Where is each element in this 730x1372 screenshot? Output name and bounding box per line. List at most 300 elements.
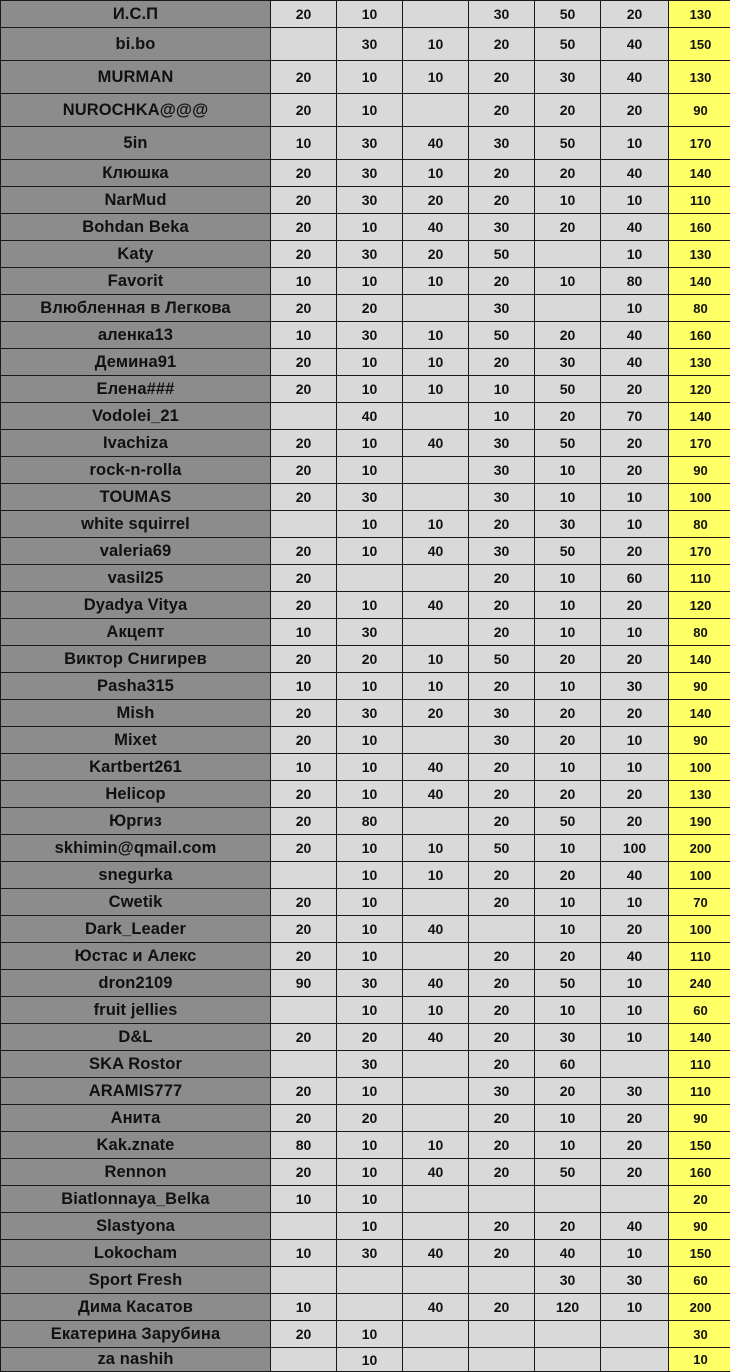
score-cell xyxy=(403,1213,469,1240)
participant-name: ARAMIS777 xyxy=(1,1078,271,1105)
total-cell: 140 xyxy=(669,268,730,295)
participant-name: Елена### xyxy=(1,376,271,403)
participant-name: Влюбленная в Легкова xyxy=(1,295,271,322)
score-cell: 20 xyxy=(601,94,669,127)
score-cell: 10 xyxy=(403,322,469,349)
table-row xyxy=(1,700,730,727)
score-cell: 10 xyxy=(337,1132,403,1159)
score-cell: 10 xyxy=(601,970,669,997)
total-cell: 130 xyxy=(669,241,730,268)
score-cell: 10 xyxy=(337,673,403,700)
score-cell xyxy=(469,916,535,943)
score-cell xyxy=(403,457,469,484)
score-cell: 10 xyxy=(271,673,337,700)
score-cell: 50 xyxy=(469,646,535,673)
score-cell: 10 xyxy=(403,160,469,187)
score-cell: 20 xyxy=(469,673,535,700)
score-cell: 10 xyxy=(337,916,403,943)
total-cell: 30 xyxy=(669,1321,730,1348)
score-cell: 20 xyxy=(469,1294,535,1321)
score-cell: 10 xyxy=(535,835,601,862)
score-cell: 20 xyxy=(601,538,669,565)
total-cell: 110 xyxy=(669,1078,730,1105)
total-cell: 90 xyxy=(669,1105,730,1132)
table-row xyxy=(1,943,730,970)
score-cell: 10 xyxy=(337,862,403,889)
total-cell: 170 xyxy=(669,430,730,457)
score-cell: 40 xyxy=(601,61,669,94)
total-cell: 110 xyxy=(669,1051,730,1078)
score-cell: 10 xyxy=(403,646,469,673)
score-cell: 20 xyxy=(271,1105,337,1132)
table-row xyxy=(1,997,730,1024)
score-cell: 10 xyxy=(337,943,403,970)
score-cell: 20 xyxy=(601,1159,669,1186)
score-cell: 40 xyxy=(601,322,669,349)
score-cell: 20 xyxy=(469,997,535,1024)
score-cell: 10 xyxy=(601,1024,669,1051)
participant-name: Дима Касатов xyxy=(1,1294,271,1321)
score-cell: 20 xyxy=(403,700,469,727)
score-cell: 100 xyxy=(601,835,669,862)
score-cell: 40 xyxy=(403,592,469,619)
table-row xyxy=(1,1,730,28)
score-cell: 10 xyxy=(535,916,601,943)
score-cell: 10 xyxy=(469,403,535,430)
score-cell xyxy=(403,727,469,754)
score-cell: 20 xyxy=(403,241,469,268)
score-cell: 20 xyxy=(601,430,669,457)
score-cell: 10 xyxy=(337,1321,403,1348)
score-cell: 10 xyxy=(601,511,669,538)
total-cell: 90 xyxy=(669,1213,730,1240)
score-cell: 50 xyxy=(469,241,535,268)
score-cell: 20 xyxy=(535,94,601,127)
score-cell: 10 xyxy=(337,1159,403,1186)
participant-name: Kartbert261 xyxy=(1,754,271,781)
score-cell: 40 xyxy=(601,862,669,889)
score-cell: 10 xyxy=(535,889,601,916)
score-cell: 50 xyxy=(535,1159,601,1186)
participant-name: Favorit xyxy=(1,268,271,295)
score-cell: 10 xyxy=(337,376,403,403)
score-cell: 20 xyxy=(469,1159,535,1186)
score-cell: 20 xyxy=(469,268,535,295)
score-cell: 80 xyxy=(271,1132,337,1159)
score-cell: 20 xyxy=(535,700,601,727)
score-cell: 20 xyxy=(271,1159,337,1186)
score-cell: 10 xyxy=(535,565,601,592)
score-cell xyxy=(403,1051,469,1078)
score-cell xyxy=(403,943,469,970)
score-cell: 20 xyxy=(469,1051,535,1078)
score-cell: 20 xyxy=(469,970,535,997)
participant-name: Lokocham xyxy=(1,1240,271,1267)
score-cell: 20 xyxy=(469,781,535,808)
score-cell: 50 xyxy=(535,538,601,565)
total-cell: 150 xyxy=(669,1240,730,1267)
score-cell: 10 xyxy=(271,127,337,160)
total-cell: 100 xyxy=(669,484,730,511)
total-cell: 170 xyxy=(669,538,730,565)
total-cell: 140 xyxy=(669,1024,730,1051)
score-cell: 20 xyxy=(601,1132,669,1159)
score-cell: 10 xyxy=(601,997,669,1024)
score-cell xyxy=(403,94,469,127)
total-cell: 240 xyxy=(669,970,730,997)
total-cell: 130 xyxy=(669,781,730,808)
score-cell: 10 xyxy=(337,349,403,376)
score-cell: 10 xyxy=(337,592,403,619)
score-cell: 20 xyxy=(271,187,337,214)
score-cell: 10 xyxy=(271,619,337,646)
score-cell: 10 xyxy=(601,727,669,754)
score-cell: 10 xyxy=(601,484,669,511)
score-cell: 30 xyxy=(469,214,535,241)
score-cell: 50 xyxy=(469,835,535,862)
score-cell: 20 xyxy=(601,700,669,727)
total-cell: 60 xyxy=(669,997,730,1024)
participant-name: Rennon xyxy=(1,1159,271,1186)
score-cell: 10 xyxy=(337,94,403,127)
score-cell xyxy=(403,1186,469,1213)
score-cell: 20 xyxy=(271,295,337,322)
score-cell: 20 xyxy=(271,61,337,94)
table-row xyxy=(1,1267,730,1294)
score-cell: 30 xyxy=(469,457,535,484)
score-cell xyxy=(403,1,469,28)
score-cell: 20 xyxy=(337,295,403,322)
total-cell: 150 xyxy=(669,28,730,61)
score-cell: 20 xyxy=(271,700,337,727)
participant-name: Mish xyxy=(1,700,271,727)
total-cell: 150 xyxy=(669,1132,730,1159)
score-cell: 20 xyxy=(469,592,535,619)
participant-name: Юстас и Алекс xyxy=(1,943,271,970)
participant-name: Ivachiza xyxy=(1,430,271,457)
score-cell: 30 xyxy=(337,160,403,187)
score-cell: 20 xyxy=(469,808,535,835)
score-cell: 10 xyxy=(337,61,403,94)
score-cell: 30 xyxy=(337,1051,403,1078)
total-cell: 170 xyxy=(669,127,730,160)
score-cell xyxy=(535,241,601,268)
total-cell: 110 xyxy=(669,943,730,970)
table-row xyxy=(1,214,730,241)
score-cell: 20 xyxy=(271,430,337,457)
score-cell: 30 xyxy=(469,538,535,565)
score-cell: 20 xyxy=(535,943,601,970)
participant-name: snegurka xyxy=(1,862,271,889)
score-cell: 30 xyxy=(601,1267,669,1294)
score-cell: 10 xyxy=(403,511,469,538)
score-cell: 10 xyxy=(337,781,403,808)
score-cell: 10 xyxy=(601,619,669,646)
score-cell: 10 xyxy=(337,214,403,241)
table-row xyxy=(1,1051,730,1078)
score-cell: 20 xyxy=(535,1213,601,1240)
total-cell: 130 xyxy=(669,349,730,376)
score-cell xyxy=(403,619,469,646)
total-cell: 110 xyxy=(669,565,730,592)
score-cell xyxy=(403,1321,469,1348)
table-row xyxy=(1,673,730,700)
score-cell: 10 xyxy=(535,754,601,781)
participant-name: Cwetik xyxy=(1,889,271,916)
table-row xyxy=(1,727,730,754)
score-cell: 20 xyxy=(271,808,337,835)
score-cell: 20 xyxy=(535,1078,601,1105)
participant-name: Biatlonnaya_Belka xyxy=(1,1186,271,1213)
table-row xyxy=(1,484,730,511)
total-cell: 80 xyxy=(669,295,730,322)
score-cell: 20 xyxy=(469,1213,535,1240)
score-cell xyxy=(403,1078,469,1105)
table-row xyxy=(1,592,730,619)
score-cell: 40 xyxy=(403,1024,469,1051)
score-cell xyxy=(601,1051,669,1078)
score-cell: 20 xyxy=(271,916,337,943)
score-cell: 10 xyxy=(535,592,601,619)
score-cell xyxy=(271,1267,337,1294)
score-cell: 20 xyxy=(535,727,601,754)
score-cell: 10 xyxy=(469,376,535,403)
score-cell: 50 xyxy=(535,376,601,403)
total-cell: 200 xyxy=(669,835,730,862)
score-cell: 10 xyxy=(601,1294,669,1321)
score-cell: 10 xyxy=(337,1186,403,1213)
score-cell: 50 xyxy=(535,28,601,61)
score-cell: 20 xyxy=(601,916,669,943)
score-cell: 10 xyxy=(337,1,403,28)
score-cell: 20 xyxy=(469,1132,535,1159)
score-cell: 50 xyxy=(535,1,601,28)
score-cell: 10 xyxy=(535,673,601,700)
score-cell: 10 xyxy=(403,376,469,403)
score-cell: 40 xyxy=(601,943,669,970)
score-cell: 20 xyxy=(469,94,535,127)
score-cell: 20 xyxy=(337,1024,403,1051)
score-cell: 30 xyxy=(337,241,403,268)
table-row xyxy=(1,538,730,565)
score-cell xyxy=(469,1321,535,1348)
table-row xyxy=(1,862,730,889)
score-cell: 20 xyxy=(469,160,535,187)
table-row xyxy=(1,511,730,538)
score-cell: 20 xyxy=(271,538,337,565)
participant-name: D&L xyxy=(1,1024,271,1051)
score-cell: 20 xyxy=(601,808,669,835)
participant-name: fruit jellies xyxy=(1,997,271,1024)
score-cell: 20 xyxy=(271,646,337,673)
score-cell xyxy=(601,1321,669,1348)
participant-name: Helicop xyxy=(1,781,271,808)
participant-name: Демина91 xyxy=(1,349,271,376)
table-row xyxy=(1,1132,730,1159)
score-cell: 10 xyxy=(601,187,669,214)
score-cell xyxy=(601,1186,669,1213)
table-row xyxy=(1,1078,730,1105)
score-cell: 30 xyxy=(535,61,601,94)
score-cell xyxy=(403,889,469,916)
score-cell: 40 xyxy=(403,1240,469,1267)
score-cell: 10 xyxy=(403,61,469,94)
score-cell: 20 xyxy=(271,889,337,916)
score-cell: 30 xyxy=(469,1078,535,1105)
participant-name: SKA Rostor xyxy=(1,1051,271,1078)
table-row xyxy=(1,1186,730,1213)
score-cell: 40 xyxy=(403,781,469,808)
score-cell: 30 xyxy=(469,295,535,322)
participant-name: skhimin@qmail.com xyxy=(1,835,271,862)
score-cell: 10 xyxy=(271,1240,337,1267)
participant-name: rock-n-rolla xyxy=(1,457,271,484)
total-cell: 80 xyxy=(669,511,730,538)
score-cell: 120 xyxy=(535,1294,601,1321)
score-cell xyxy=(271,403,337,430)
score-cell: 20 xyxy=(337,646,403,673)
score-cell: 80 xyxy=(601,268,669,295)
score-cell: 20 xyxy=(271,781,337,808)
table-row xyxy=(1,1024,730,1051)
score-cell: 20 xyxy=(601,376,669,403)
score-cell: 30 xyxy=(601,1078,669,1105)
score-cell: 20 xyxy=(601,592,669,619)
score-cell: 20 xyxy=(469,28,535,61)
score-cell: 40 xyxy=(403,916,469,943)
score-cell: 90 xyxy=(271,970,337,997)
total-cell: 80 xyxy=(669,619,730,646)
score-cell: 40 xyxy=(403,430,469,457)
table-row xyxy=(1,808,730,835)
score-cell: 20 xyxy=(271,94,337,127)
score-cell: 40 xyxy=(403,1294,469,1321)
score-cell: 40 xyxy=(403,538,469,565)
score-cell: 20 xyxy=(601,1105,669,1132)
score-cell: 10 xyxy=(535,1105,601,1132)
participant-name: Dyadya Vitya xyxy=(1,592,271,619)
score-cell: 10 xyxy=(337,754,403,781)
score-cell: 20 xyxy=(601,1,669,28)
participant-name: Katy xyxy=(1,241,271,268)
score-cell: 20 xyxy=(469,61,535,94)
score-cell: 10 xyxy=(403,28,469,61)
total-cell: 110 xyxy=(669,187,730,214)
total-cell: 60 xyxy=(669,1267,730,1294)
score-cell: 20 xyxy=(271,484,337,511)
total-cell: 120 xyxy=(669,376,730,403)
participant-name: NarMud xyxy=(1,187,271,214)
score-cell: 10 xyxy=(601,889,669,916)
total-cell: 190 xyxy=(669,808,730,835)
participant-name: NUROCHKA@@@ xyxy=(1,94,271,127)
score-cell xyxy=(535,295,601,322)
score-cell: 50 xyxy=(535,127,601,160)
score-cell: 10 xyxy=(601,295,669,322)
total-cell: 10 xyxy=(669,1348,730,1372)
score-cell: 40 xyxy=(601,160,669,187)
total-cell: 90 xyxy=(669,94,730,127)
score-cell: 20 xyxy=(601,457,669,484)
score-cell xyxy=(403,1105,469,1132)
score-cell: 30 xyxy=(337,322,403,349)
table-row xyxy=(1,403,730,430)
table-row xyxy=(1,349,730,376)
score-cell: 10 xyxy=(601,1240,669,1267)
score-cell: 10 xyxy=(403,862,469,889)
table-row xyxy=(1,835,730,862)
total-cell: 90 xyxy=(669,673,730,700)
table-row xyxy=(1,970,730,997)
score-cell: 30 xyxy=(535,511,601,538)
score-cell: 30 xyxy=(337,484,403,511)
score-cell xyxy=(469,1186,535,1213)
score-cell: 60 xyxy=(601,565,669,592)
score-cell: 10 xyxy=(535,619,601,646)
total-cell: 100 xyxy=(669,754,730,781)
score-cell: 10 xyxy=(337,997,403,1024)
score-cell: 40 xyxy=(403,1159,469,1186)
score-cell: 20 xyxy=(337,1105,403,1132)
score-cell: 10 xyxy=(337,727,403,754)
score-cell: 50 xyxy=(535,430,601,457)
score-cell: 10 xyxy=(337,430,403,457)
score-cell: 30 xyxy=(469,430,535,457)
table-row xyxy=(1,94,730,127)
score-cell: 20 xyxy=(403,187,469,214)
participant-name: Sport Fresh xyxy=(1,1267,271,1294)
score-cell: 30 xyxy=(535,1267,601,1294)
participant-name: Екатерина Зарубина xyxy=(1,1321,271,1348)
score-cell: 20 xyxy=(271,1,337,28)
table-row xyxy=(1,1105,730,1132)
score-cell: 10 xyxy=(337,511,403,538)
score-cell: 40 xyxy=(403,127,469,160)
total-cell: 160 xyxy=(669,322,730,349)
score-cell: 20 xyxy=(535,322,601,349)
table-row xyxy=(1,127,730,160)
participant-name: MURMAN xyxy=(1,61,271,94)
score-cell: 20 xyxy=(469,565,535,592)
total-cell: 200 xyxy=(669,1294,730,1321)
participant-name: Юргиз xyxy=(1,808,271,835)
score-cell: 10 xyxy=(271,1294,337,1321)
score-cell: 10 xyxy=(535,484,601,511)
score-cell: 30 xyxy=(535,1024,601,1051)
table-row xyxy=(1,565,730,592)
participant-name: vasil25 xyxy=(1,565,271,592)
score-cell: 40 xyxy=(403,970,469,997)
participant-name: TOUMAS xyxy=(1,484,271,511)
table-row xyxy=(1,28,730,61)
score-cell xyxy=(271,1213,337,1240)
table-row xyxy=(1,241,730,268)
participant-name: 5in xyxy=(1,127,271,160)
total-cell: 90 xyxy=(669,457,730,484)
score-cell: 20 xyxy=(469,754,535,781)
score-cell: 20 xyxy=(469,1024,535,1051)
score-cell xyxy=(403,295,469,322)
score-cell xyxy=(403,1267,469,1294)
table-row xyxy=(1,1240,730,1267)
score-cell: 20 xyxy=(535,862,601,889)
score-cell: 40 xyxy=(601,1213,669,1240)
participant-name: Акцепт xyxy=(1,619,271,646)
total-cell: 160 xyxy=(669,214,730,241)
score-cell: 30 xyxy=(337,1240,403,1267)
score-cell: 10 xyxy=(337,1213,403,1240)
score-cell xyxy=(403,565,469,592)
